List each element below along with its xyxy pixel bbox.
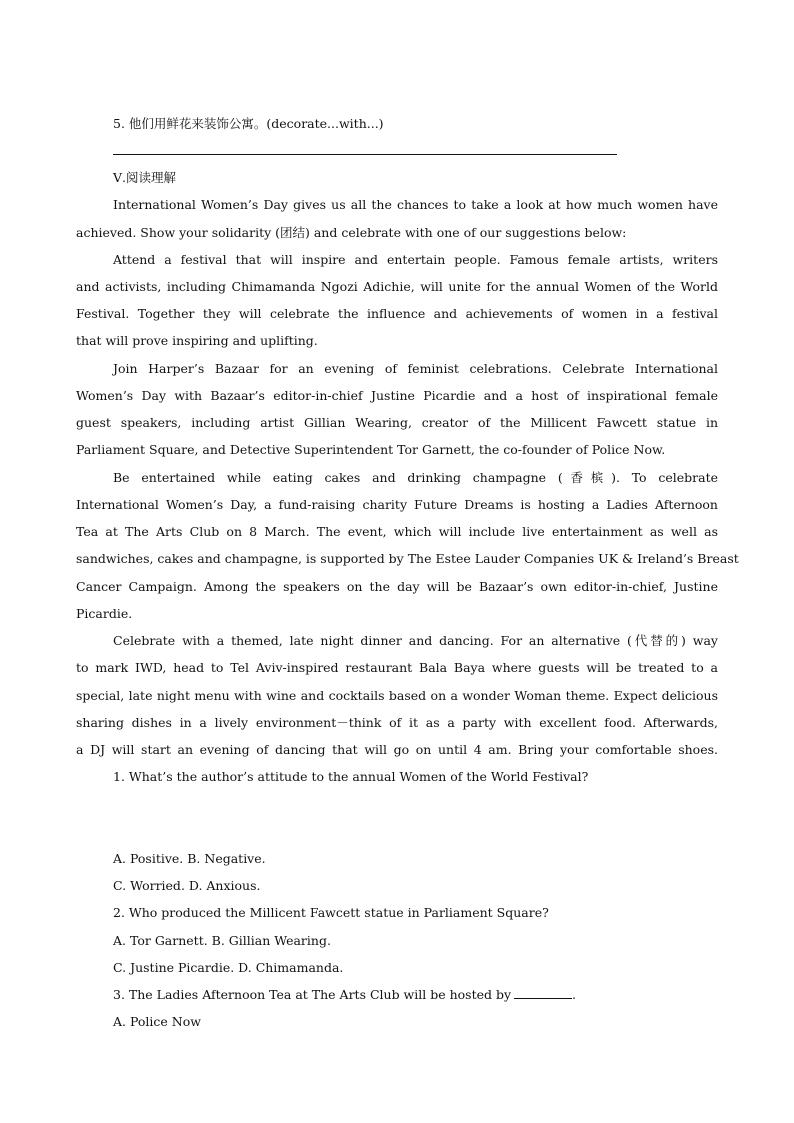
passage-p1-line2: achieved. Show your solidarity (团结) and celebrate with one of our suggestions below:	[76, 225, 627, 240]
passage-p5-line4: sharing dishes in a lively environment－think of it as a party with excellent food. Afterwards,	[76, 715, 718, 730]
passage-p4-line4: sandwiches, cakes and champagne, is supported by The Estee Lauder Companies UK & Ireland’s Breast	[76, 551, 739, 566]
passage-p3-line1: Join Harper’s Bazaar for an evening of feminist celebrations. Celebrate International	[113, 361, 718, 376]
passage-p2-line3: Festival. Together they will celebrate the influence and achievements of women in a festival	[76, 306, 718, 321]
passage-p4-line3: Tea at The Arts Club on 8 March. The event, which will include live entertainment as well as	[76, 524, 718, 539]
passage-p5-line5: a DJ will start an evening of dancing that will go on until 4 am. Bring your comfortable shoes.	[76, 742, 718, 757]
passage-p2-line2: and activists, including Chimamanda Ngozi Adichie, will unite for the annual Women of the World	[76, 279, 718, 294]
passage-p3-line4: Parliament Square, and Detective Superintendent Tor Garnett, the co-founder of Police Now.	[76, 442, 666, 457]
question-2-options-cd: C. Justine Picardie. D. Chimamanda.	[113, 960, 344, 975]
passage-p4-line1: Be entertained while eating cakes and drinking champagne (香槟). To celebrate	[113, 470, 718, 485]
passage-p2-line4: that will prove inspiring and uplifting.	[76, 333, 318, 348]
question-1-options-ab: A. Positive. B. Negative.	[113, 851, 266, 866]
passage-p2-line1: Attend a festival that will inspire and entertain people. Famous female artists, writers	[113, 252, 718, 267]
passage-p3-line2: Women’s Day with Bazaar’s editor-in-chief Justine Picardie and a host of inspirational female	[76, 388, 718, 403]
question-1-stem: 1. What’s the author’s attitude to the annual Women of the World Festival?	[113, 769, 589, 784]
question-3-blank	[514, 987, 572, 999]
question-1-options-cd: C. Worried. D. Anxious.	[113, 878, 261, 893]
passage-p5-line2: to mark IWD, head to Tel Aviv-inspired restaurant Bala Baya where guests will be treated to a	[76, 660, 718, 675]
section-title: Ⅴ.阅读理解	[113, 170, 177, 185]
passage-p4-line5: Cancer Campaign. Among the speakers on the day will be Bazaar’s own editor-in-chief, Justine	[76, 579, 718, 594]
answer-line	[113, 154, 617, 155]
passage-p3-line3: guest speakers, including artist Gillian Wearing, creator of the Millicent Fawcett statue in	[76, 415, 718, 430]
passage-p4-line6: Picardie.	[76, 606, 133, 621]
question-2-options-ab: A. Tor Garnett. B. Gillian Wearing.	[113, 933, 331, 948]
passage-p1-line1: International Women’s Day gives us all the chances to take a look at how much women have	[113, 197, 718, 212]
translation-question-5: 5. 他们用鲜花来装饰公寓。(decorate...with...)	[113, 116, 384, 131]
question-3-option-a: A. Police Now	[113, 1014, 201, 1029]
passage-p5-line3: special, late night menu with wine and cocktails based on a wonder Woman theme. Expect delicious	[76, 688, 718, 703]
passage-p5-line1: Celebrate with a themed, late night dinner and dancing. For an alternative (代替的) way	[113, 633, 718, 648]
question-2-stem: 2. Who produced the Millicent Fawcett statue in Parliament Square?	[113, 905, 549, 920]
passage-p4-line2: International Women’s Day, a fund-raising charity Future Dreams is hosting a Ladies Afternoon	[76, 497, 718, 512]
question-3-stem: 3. The Ladies Afternoon Tea at The Arts Club will be hosted by	[113, 987, 512, 1002]
question-3-stem-end: .	[572, 987, 577, 1002]
question-3-stem-line	[113, 987, 576, 1003]
